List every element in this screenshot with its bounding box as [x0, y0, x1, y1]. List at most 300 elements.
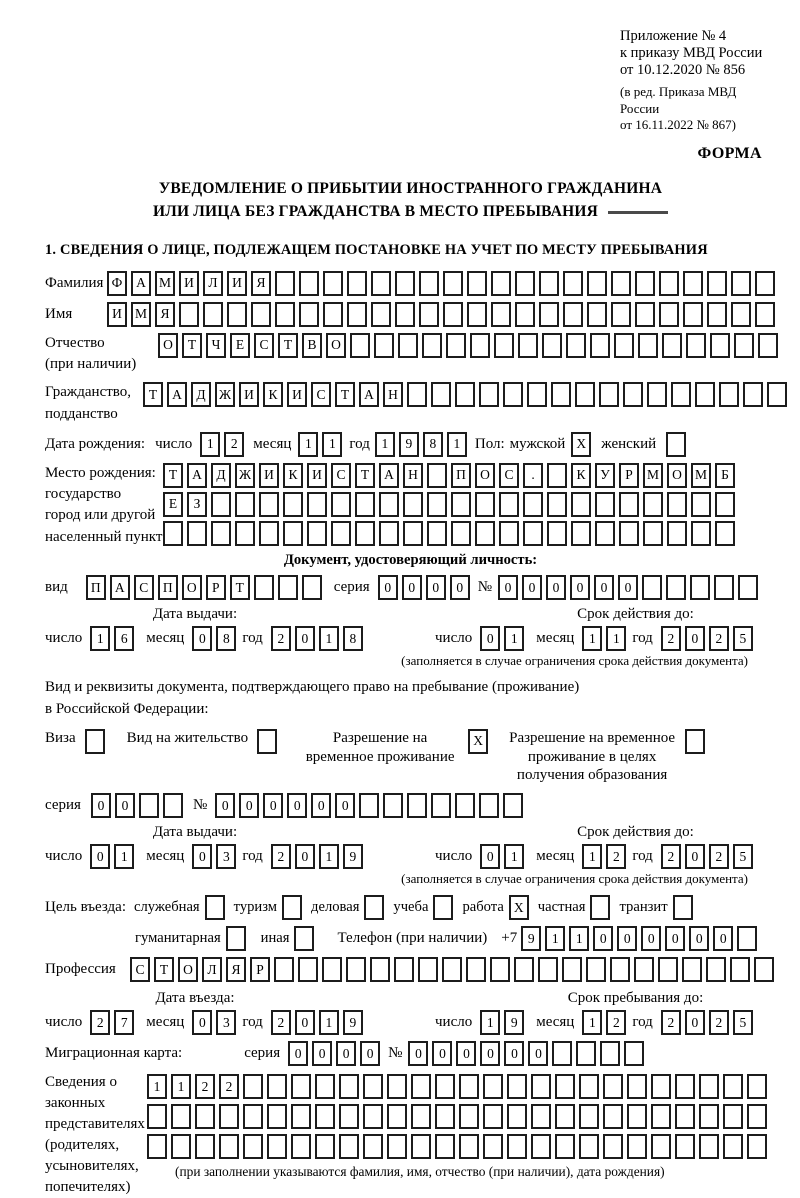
form-cell[interactable] [443, 271, 463, 296]
form-cell[interactable] [490, 957, 510, 982]
form-cell[interactable]: А [131, 271, 151, 296]
form-cell[interactable]: Р [619, 463, 639, 488]
form-cell[interactable] [371, 271, 391, 296]
form-cell[interactable] [682, 957, 702, 982]
form-cell[interactable] [758, 333, 778, 358]
form-cell[interactable] [283, 492, 303, 517]
form-cell[interactable]: 2 [709, 1010, 729, 1035]
form-cell[interactable]: 7 [114, 1010, 134, 1035]
form-cell[interactable]: 5 [733, 1010, 753, 1035]
form-cell[interactable] [531, 1134, 551, 1159]
form-cell[interactable] [667, 492, 687, 517]
form-cell[interactable]: 8 [216, 626, 236, 651]
form-cell[interactable] [643, 521, 663, 546]
form-cell[interactable] [715, 492, 735, 517]
form-cell[interactable]: 0 [522, 575, 542, 600]
form-cell[interactable] [459, 1074, 479, 1099]
form-cell[interactable]: 0 [641, 926, 661, 951]
form-cell[interactable] [467, 271, 487, 296]
form-cell[interactable]: В [302, 333, 322, 358]
form-cell[interactable] [499, 492, 519, 517]
form-cell[interactable]: 1 [200, 432, 220, 457]
form-cell[interactable]: 0 [192, 844, 212, 869]
form-cell[interactable] [710, 333, 730, 358]
form-cell[interactable]: 2 [661, 1010, 681, 1035]
form-cell[interactable]: Н [383, 382, 403, 407]
form-cell[interactable]: 2 [195, 1074, 215, 1099]
form-cell[interactable] [527, 382, 547, 407]
form-cell[interactable]: К [263, 382, 283, 407]
form-cell[interactable] [411, 1134, 431, 1159]
form-cell[interactable] [355, 521, 375, 546]
form-cell[interactable]: 0 [288, 1041, 308, 1066]
form-cell[interactable]: Т [230, 575, 250, 600]
form-cell[interactable] [307, 492, 327, 517]
form-cell[interactable] [205, 895, 225, 920]
form-cell[interactable]: Л [202, 957, 222, 982]
form-cell[interactable] [479, 793, 499, 818]
form-cell[interactable]: 9 [343, 1010, 363, 1035]
form-cell[interactable] [659, 302, 679, 327]
form-cell[interactable]: 1 [504, 626, 524, 651]
form-cell[interactable] [507, 1104, 527, 1129]
form-cell[interactable]: 1 [606, 626, 626, 651]
form-cell[interactable]: И [259, 463, 279, 488]
form-cell[interactable] [686, 333, 706, 358]
form-cell[interactable] [603, 1134, 623, 1159]
form-cell[interactable] [403, 521, 423, 546]
form-cell[interactable]: И [227, 271, 247, 296]
form-cell[interactable]: Т [143, 382, 163, 407]
form-cell[interactable] [627, 1134, 647, 1159]
form-cell[interactable] [737, 926, 757, 951]
form-cell[interactable] [211, 492, 231, 517]
form-cell[interactable] [673, 895, 693, 920]
form-cell[interactable] [331, 492, 351, 517]
form-cell[interactable]: X [509, 895, 529, 920]
form-cell[interactable] [624, 1041, 644, 1066]
form-cell[interactable]: 6 [114, 626, 134, 651]
form-cell[interactable]: К [283, 463, 303, 488]
form-cell[interactable]: П [86, 575, 106, 600]
form-cell[interactable] [671, 382, 691, 407]
form-cell[interactable]: 0 [528, 1041, 548, 1066]
form-cell[interactable] [627, 1104, 647, 1129]
form-cell[interactable]: 0 [215, 793, 235, 818]
form-cell[interactable] [747, 1104, 767, 1129]
form-cell[interactable] [627, 1074, 647, 1099]
form-cell[interactable] [435, 1074, 455, 1099]
form-cell[interactable] [259, 521, 279, 546]
form-cell[interactable]: М [155, 271, 175, 296]
form-cell[interactable]: 2 [271, 1010, 291, 1035]
form-cell[interactable]: А [187, 463, 207, 488]
form-cell[interactable] [479, 382, 499, 407]
form-cell[interactable] [647, 382, 667, 407]
form-cell[interactable] [467, 302, 487, 327]
form-cell[interactable] [491, 302, 511, 327]
form-cell[interactable]: 0 [91, 793, 111, 818]
form-cell[interactable]: 3 [216, 1010, 236, 1035]
form-cell[interactable] [755, 302, 775, 327]
form-cell[interactable] [363, 1134, 383, 1159]
form-cell[interactable]: 0 [665, 926, 685, 951]
form-cell[interactable]: Я [226, 957, 246, 982]
form-cell[interactable] [433, 895, 453, 920]
form-cell[interactable]: У [595, 463, 615, 488]
form-cell[interactable] [307, 521, 327, 546]
form-cell[interactable] [638, 333, 658, 358]
form-cell[interactable] [523, 521, 543, 546]
form-cell[interactable] [398, 333, 418, 358]
form-cell[interactable] [431, 382, 451, 407]
form-cell[interactable]: И [287, 382, 307, 407]
form-cell[interactable] [411, 1074, 431, 1099]
form-cell[interactable] [254, 575, 274, 600]
form-cell[interactable] [431, 793, 451, 818]
form-cell[interactable]: И [107, 302, 127, 327]
form-cell[interactable] [422, 333, 442, 358]
form-cell[interactable]: 1 [171, 1074, 191, 1099]
form-cell[interactable] [562, 957, 582, 982]
form-cell[interactable] [587, 302, 607, 327]
form-cell[interactable]: 2 [661, 844, 681, 869]
form-cell[interactable]: 2 [90, 1010, 110, 1035]
form-cell[interactable] [226, 926, 246, 951]
form-cell[interactable]: 0 [295, 1010, 315, 1035]
form-cell[interactable] [443, 302, 463, 327]
form-cell[interactable]: Т [335, 382, 355, 407]
form-cell[interactable]: С [311, 382, 331, 407]
form-cell[interactable] [427, 521, 447, 546]
form-cell[interactable]: 2 [219, 1074, 239, 1099]
form-cell[interactable] [719, 382, 739, 407]
form-cell[interactable]: Д [211, 463, 231, 488]
form-cell[interactable]: Т [355, 463, 375, 488]
form-cell[interactable] [747, 1134, 767, 1159]
form-cell[interactable]: 0 [685, 844, 705, 869]
form-cell[interactable] [323, 302, 343, 327]
form-cell[interactable]: 0 [546, 575, 566, 600]
form-cell[interactable]: 3 [216, 844, 236, 869]
form-cell[interactable] [374, 333, 394, 358]
form-cell[interactable]: 0 [689, 926, 709, 951]
form-cell[interactable] [395, 302, 415, 327]
form-cell[interactable] [600, 1041, 620, 1066]
form-cell[interactable]: П [451, 463, 471, 488]
form-cell[interactable] [339, 1074, 359, 1099]
form-cell[interactable] [291, 1074, 311, 1099]
form-cell[interactable]: А [359, 382, 379, 407]
form-cell[interactable] [699, 1074, 719, 1099]
form-cell[interactable] [298, 957, 318, 982]
form-cell[interactable] [707, 302, 727, 327]
form-cell[interactable] [699, 1134, 719, 1159]
form-cell[interactable] [283, 521, 303, 546]
form-cell[interactable]: 0 [115, 793, 135, 818]
form-cell[interactable] [243, 1104, 263, 1129]
form-cell[interactable]: А [110, 575, 130, 600]
form-cell[interactable] [315, 1134, 335, 1159]
form-cell[interactable] [675, 1134, 695, 1159]
form-cell[interactable] [435, 1104, 455, 1129]
form-cell[interactable]: С [331, 463, 351, 488]
form-cell[interactable] [350, 333, 370, 358]
form-cell[interactable] [278, 575, 298, 600]
form-cell[interactable]: 8 [423, 432, 443, 457]
form-cell[interactable]: 0 [378, 575, 398, 600]
form-cell[interactable]: 2 [271, 626, 291, 651]
form-cell[interactable]: 0 [480, 844, 500, 869]
form-cell[interactable]: 1 [582, 626, 602, 651]
form-cell[interactable] [383, 793, 403, 818]
form-cell[interactable] [651, 1134, 671, 1159]
form-cell[interactable] [346, 957, 366, 982]
form-cell[interactable] [451, 521, 471, 546]
form-cell[interactable]: А [379, 463, 399, 488]
form-cell[interactable] [586, 957, 606, 982]
form-cell[interactable]: О [326, 333, 346, 358]
form-cell[interactable]: М [131, 302, 151, 327]
form-cell[interactable] [267, 1104, 287, 1129]
form-cell[interactable] [599, 382, 619, 407]
form-cell[interactable]: 9 [399, 432, 419, 457]
form-cell[interactable]: 0 [408, 1041, 428, 1066]
form-cell[interactable]: 0 [239, 793, 259, 818]
form-cell[interactable] [576, 1041, 596, 1066]
form-cell[interactable] [379, 521, 399, 546]
form-cell[interactable] [323, 271, 343, 296]
form-cell[interactable] [466, 957, 486, 982]
form-cell[interactable]: Т [163, 463, 183, 488]
form-cell[interactable] [547, 492, 567, 517]
form-cell[interactable] [695, 382, 715, 407]
form-cell[interactable] [315, 1104, 335, 1129]
form-cell[interactable] [347, 271, 367, 296]
form-cell[interactable] [339, 1104, 359, 1129]
form-cell[interactable] [195, 1104, 215, 1129]
form-cell[interactable] [294, 926, 314, 951]
form-cell[interactable]: 1 [298, 432, 318, 457]
form-cell[interactable] [590, 895, 610, 920]
form-cell[interactable] [503, 793, 523, 818]
form-cell[interactable] [163, 793, 183, 818]
form-cell[interactable] [419, 302, 439, 327]
form-cell[interactable] [731, 271, 751, 296]
form-cell[interactable] [518, 333, 538, 358]
form-cell[interactable]: 0 [617, 926, 637, 951]
form-cell[interactable]: И [239, 382, 259, 407]
form-cell[interactable] [675, 1074, 695, 1099]
form-cell[interactable] [442, 957, 462, 982]
form-cell[interactable]: 1 [319, 844, 339, 869]
form-cell[interactable] [575, 382, 595, 407]
form-cell[interactable] [387, 1074, 407, 1099]
form-cell[interactable] [163, 521, 183, 546]
form-cell[interactable]: Б [715, 463, 735, 488]
form-cell[interactable]: И [307, 463, 327, 488]
form-cell[interactable]: 0 [263, 793, 283, 818]
form-cell[interactable]: 9 [504, 1010, 524, 1035]
form-cell[interactable] [614, 333, 634, 358]
form-cell[interactable] [723, 1104, 743, 1129]
form-cell[interactable]: 0 [480, 1041, 500, 1066]
form-cell[interactable]: 5 [733, 844, 753, 869]
form-cell[interactable]: 1 [480, 1010, 500, 1035]
form-cell[interactable] [523, 492, 543, 517]
form-cell[interactable] [171, 1104, 191, 1129]
form-cell[interactable] [363, 1104, 383, 1129]
form-cell[interactable] [635, 302, 655, 327]
form-cell[interactable]: Ж [235, 463, 255, 488]
form-cell[interactable] [579, 1104, 599, 1129]
form-cell[interactable] [619, 492, 639, 517]
form-cell[interactable] [603, 1074, 623, 1099]
form-cell[interactable]: 1 [569, 926, 589, 951]
form-cell[interactable]: 0 [685, 1010, 705, 1035]
form-cell[interactable] [539, 302, 559, 327]
form-cell[interactable] [446, 333, 466, 358]
form-cell[interactable] [451, 492, 471, 517]
form-cell[interactable] [347, 302, 367, 327]
form-cell[interactable] [363, 1074, 383, 1099]
form-cell[interactable]: Я [251, 271, 271, 296]
form-cell[interactable] [738, 575, 758, 600]
form-cell[interactable] [299, 302, 319, 327]
form-cell[interactable] [491, 271, 511, 296]
form-cell[interactable]: 1 [322, 432, 342, 457]
form-cell[interactable] [707, 271, 727, 296]
form-cell[interactable] [555, 1134, 575, 1159]
form-cell[interactable] [691, 492, 711, 517]
form-cell[interactable] [563, 302, 583, 327]
form-cell[interactable] [515, 302, 535, 327]
form-cell[interactable] [507, 1074, 527, 1099]
form-cell[interactable] [371, 302, 391, 327]
form-cell[interactable]: 9 [521, 926, 541, 951]
form-cell[interactable] [603, 1104, 623, 1129]
form-cell[interactable] [475, 492, 495, 517]
form-cell[interactable] [623, 382, 643, 407]
form-cell[interactable] [302, 575, 322, 600]
form-cell[interactable] [551, 382, 571, 407]
form-cell[interactable] [315, 1074, 335, 1099]
form-cell[interactable] [435, 1134, 455, 1159]
form-cell[interactable] [683, 302, 703, 327]
form-cell[interactable] [685, 729, 705, 754]
form-cell[interactable]: 0 [685, 626, 705, 651]
form-cell[interactable] [547, 463, 567, 488]
form-cell[interactable]: 1 [319, 1010, 339, 1035]
form-cell[interactable] [563, 271, 583, 296]
form-cell[interactable] [542, 333, 562, 358]
form-cell[interactable] [731, 302, 751, 327]
form-cell[interactable] [634, 957, 654, 982]
form-cell[interactable] [642, 575, 662, 600]
form-cell[interactable]: 0 [618, 575, 638, 600]
form-cell[interactable]: О [178, 957, 198, 982]
form-cell[interactable]: 2 [709, 844, 729, 869]
form-cell[interactable] [611, 302, 631, 327]
form-cell[interactable] [715, 521, 735, 546]
form-cell[interactable] [755, 271, 775, 296]
form-cell[interactable] [370, 957, 390, 982]
form-cell[interactable]: 1 [375, 432, 395, 457]
form-cell[interactable] [147, 1134, 167, 1159]
form-cell[interactable] [667, 521, 687, 546]
form-cell[interactable] [359, 793, 379, 818]
form-cell[interactable] [387, 1104, 407, 1129]
form-cell[interactable] [555, 1074, 575, 1099]
form-cell[interactable] [243, 1074, 263, 1099]
form-cell[interactable] [566, 333, 586, 358]
form-cell[interactable]: С [499, 463, 519, 488]
form-cell[interactable]: 0 [192, 1010, 212, 1035]
form-cell[interactable] [666, 575, 686, 600]
form-cell[interactable] [455, 382, 475, 407]
form-cell[interactable]: . [523, 463, 543, 488]
form-cell[interactable]: 1 [114, 844, 134, 869]
form-cell[interactable] [455, 793, 475, 818]
form-cell[interactable]: 1 [319, 626, 339, 651]
form-cell[interactable] [666, 432, 686, 457]
form-cell[interactable] [619, 521, 639, 546]
form-cell[interactable] [706, 957, 726, 982]
form-cell[interactable]: 1 [90, 626, 110, 651]
form-cell[interactable] [427, 492, 447, 517]
form-cell[interactable]: 0 [312, 1041, 332, 1066]
form-cell[interactable] [555, 1104, 575, 1129]
form-cell[interactable]: 0 [360, 1041, 380, 1066]
form-cell[interactable] [403, 492, 423, 517]
form-cell[interactable] [675, 1104, 695, 1129]
form-cell[interactable]: 0 [335, 793, 355, 818]
form-cell[interactable] [235, 521, 255, 546]
form-cell[interactable]: 0 [594, 575, 614, 600]
form-cell[interactable]: 0 [498, 575, 518, 600]
form-cell[interactable]: С [130, 957, 150, 982]
form-cell[interactable] [291, 1134, 311, 1159]
form-cell[interactable]: О [475, 463, 495, 488]
form-cell[interactable] [203, 302, 223, 327]
form-cell[interactable]: 0 [295, 626, 315, 651]
form-cell[interactable] [355, 492, 375, 517]
form-cell[interactable] [610, 957, 630, 982]
form-cell[interactable] [714, 575, 734, 600]
form-cell[interactable] [411, 1104, 431, 1129]
form-cell[interactable]: Т [154, 957, 174, 982]
form-cell[interactable]: 1 [447, 432, 467, 457]
form-cell[interactable]: 0 [713, 926, 733, 951]
form-cell[interactable] [747, 1074, 767, 1099]
form-cell[interactable] [590, 333, 610, 358]
form-cell[interactable]: 0 [192, 626, 212, 651]
form-cell[interactable] [515, 271, 535, 296]
form-cell[interactable] [683, 271, 703, 296]
form-cell[interactable] [419, 271, 439, 296]
form-cell[interactable] [658, 957, 678, 982]
form-cell[interactable] [503, 382, 523, 407]
form-cell[interactable] [571, 521, 591, 546]
form-cell[interactable]: Т [278, 333, 298, 358]
form-cell[interactable] [595, 492, 615, 517]
form-cell[interactable]: 1 [582, 1010, 602, 1035]
form-cell[interactable] [470, 333, 490, 358]
form-cell[interactable] [299, 271, 319, 296]
form-cell[interactable]: 1 [504, 844, 524, 869]
form-cell[interactable]: Д [191, 382, 211, 407]
form-cell[interactable] [275, 271, 295, 296]
